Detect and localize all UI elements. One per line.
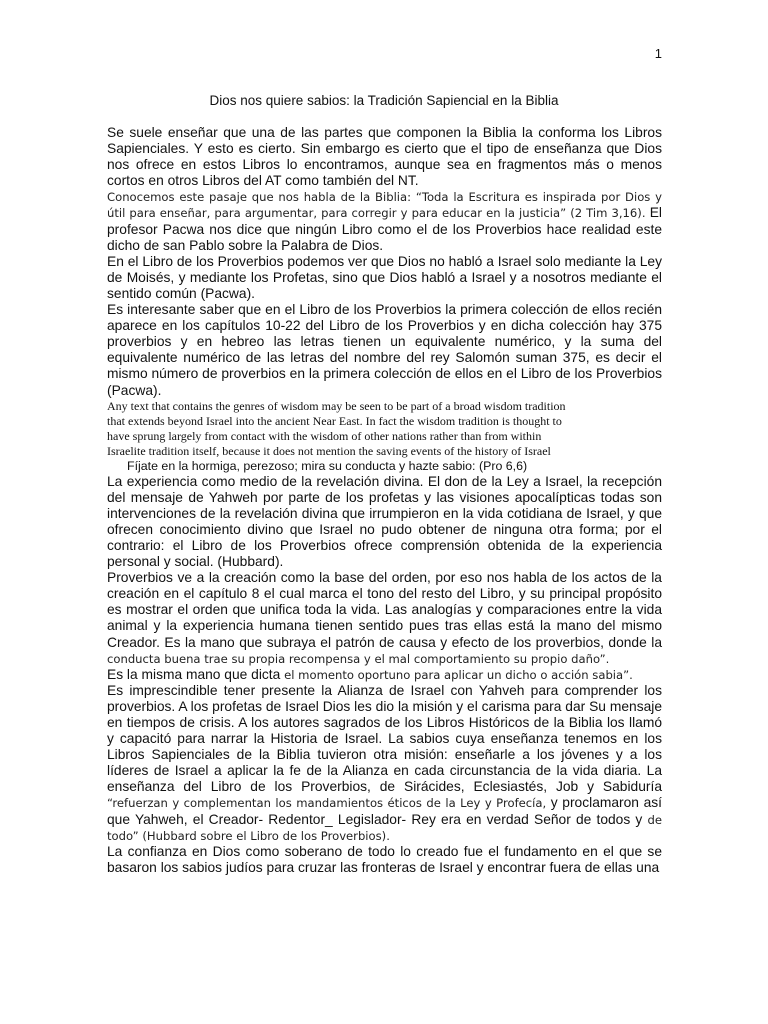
document-title: Dios nos quiere sabios: la Tradición Sapiencial en la Biblia <box>209 93 559 108</box>
proverb-verse: Fíjate en la hormiga, perezoso; mira su conducta y hazte sabio: (Pro 6,6) <box>127 458 528 473</box>
paragraph-proverbs-count: Es interesante saber que en el Libro de los Proverbios la primera colección de ellos recién aparece en los capítulos 10-22 del Libro de los Proverbios y en dicha colección hay 375 proverbios y en hebreo las letras tienen un equivalente numérico, y la suma del equivalente numérico de las letras del nombre del rey Salomón suman 375, es decir el mismo número de proverbios en la primera colección de ellos en el Libro de los Proverbios (Pacwa). <box>107 302 662 398</box>
paragraph-scripture-text: El profesor Pacwa nos dice que ningún Libro como el de los Proverbios hace realidad este dicho de san Pablo sobre la Palabra de Dios. <box>107 205 662 253</box>
paragraph-same-hand <box>107 667 662 683</box>
scripture-quote: Conocemos este pasaje que nos habla de la Biblia: “Toda la Escritura es inspirada por Dios y útil para enseñar, para argumentar, para corregir y para educar en la justicia” (2 Tim 3,16). <box>107 190 662 221</box>
document-body <box>107 125 662 876</box>
paragraph-same-hand-quote: el momento oportuno para aplicar un dicho o acción sabia”. <box>284 667 633 682</box>
paragraph-covenant-text-2: y proclamaron así que Yahweh, el Creador- Redentor_ Legislador- Rey era en verdad Señor de todos y <box>107 795 662 827</box>
paragraph-trust: La confianza en Dios como soberano de todo lo creado fue el fundamento en el que se basaron los sabios judíos para cruzar las fronteras de Israel y encontrar fuera de ellas una <box>107 843 662 875</box>
paragraph-creation <box>107 570 662 667</box>
paragraph-scripture <box>107 189 662 253</box>
paragraph-creation-text: Proverbios ve a la creación como la base del orden, por eso nos habla de los actos de la creación en el capítulo 8 el cual marca el tono del resto del Libro, y su principal propósito es mostrar el orden que unifica toda la vida. Las analogías y comparaciones entre la vida animal y la experiencia humana tienen sentido pues tras ellas está la mano del mismo Creador. Es la mano que subraya el patrón de causa y efecto de los proverbios, donde la <box>107 570 662 650</box>
paragraph-common-sense: En el Libro de los Proverbios podemos ver que Dios no habló a Israel solo mediante la Ley de Moisés, y mediante los Profetas, sino que Dios habló a Israel y a nosotros mediante el sentido común (Pacwa). <box>107 253 662 301</box>
english-quote: Any text that contains the genres of wisdom may be seen to be part of a broad wisdom tradition that extends beyond Israel into the ancient Near East. In fact the wisdom tradition is thought to have sprung largely from contact with the wisdom of other nations rather than from within Israelite tradition itself, because it does not mention the saving events of the history of Israel <box>107 398 566 458</box>
paragraph-creation-quote: conducta buena trae su propia recompensa y el mal comportamiento su propio daño”. <box>107 651 610 666</box>
page-number: 1 <box>654 46 662 61</box>
paragraph-covenant-quote-2: de todo” (Hubbard sobre el Libro de los Proverbios). <box>107 812 662 843</box>
paragraph-covenant <box>107 683 662 844</box>
paragraph-intro: Se suele enseñar que una de las partes que componen la Biblia la conforma los Libros Sapienciales. Y esto es cierto. Sin embargo es cierto que el tipo de enseñanza que Dios nos ofrece en estos Libros lo encontramos, aunque sea en fragmentos más o menos cortos en otros Libros del AT como también del NT. <box>107 125 662 189</box>
paragraph-covenant-quote: “refuerzan y complementan los mandamientos éticos de la Ley y Profecía, <box>107 796 547 811</box>
paragraph-experience: La experiencia como medio de la revelación divina. El don de la Ley a Israel, la recepción del mensaje de Yahweh por parte de los profetas y las visiones apocalípticas todas son intervenciones de la revelación divina que irrumpieron en la vida cotidiana de Israel, y que ofrecen conocimiento divino que Israel no pudo obtener de ninguna otra forma; por el contrario: el Libro de los Proverbios ofrece comprensión obtenida de la experiencia personal y social. (Hubbard). <box>107 473 662 570</box>
paragraph-same-hand-text: Es la misma mano que dicta <box>107 666 285 682</box>
paragraph-covenant-text: Es imprescindible tener presente la Alianza de Israel con Yahveh para comprender los proverbios. A los profetas de Israel Dios les dio la misión y el carisma para dar Su mensaje en tiempos de crisis. A los autores sagrados de los Libros Históricos de la Biblia los llamó y capacitó para narrar la Historia de Israel. La sabios cuya enseñanza tenemos en los Libros Sapienciales de la Biblia tuvieron otra misión: enseñarle a los jóvenes y a los líderes de Israel a aplicar la fe de la Alianza en cada circunstancia de la vida diaria. La enseñanza del Libro de los Proverbios, de Sirácides, Eclesiastés, Job y Sabiduría <box>107 682 662 795</box>
